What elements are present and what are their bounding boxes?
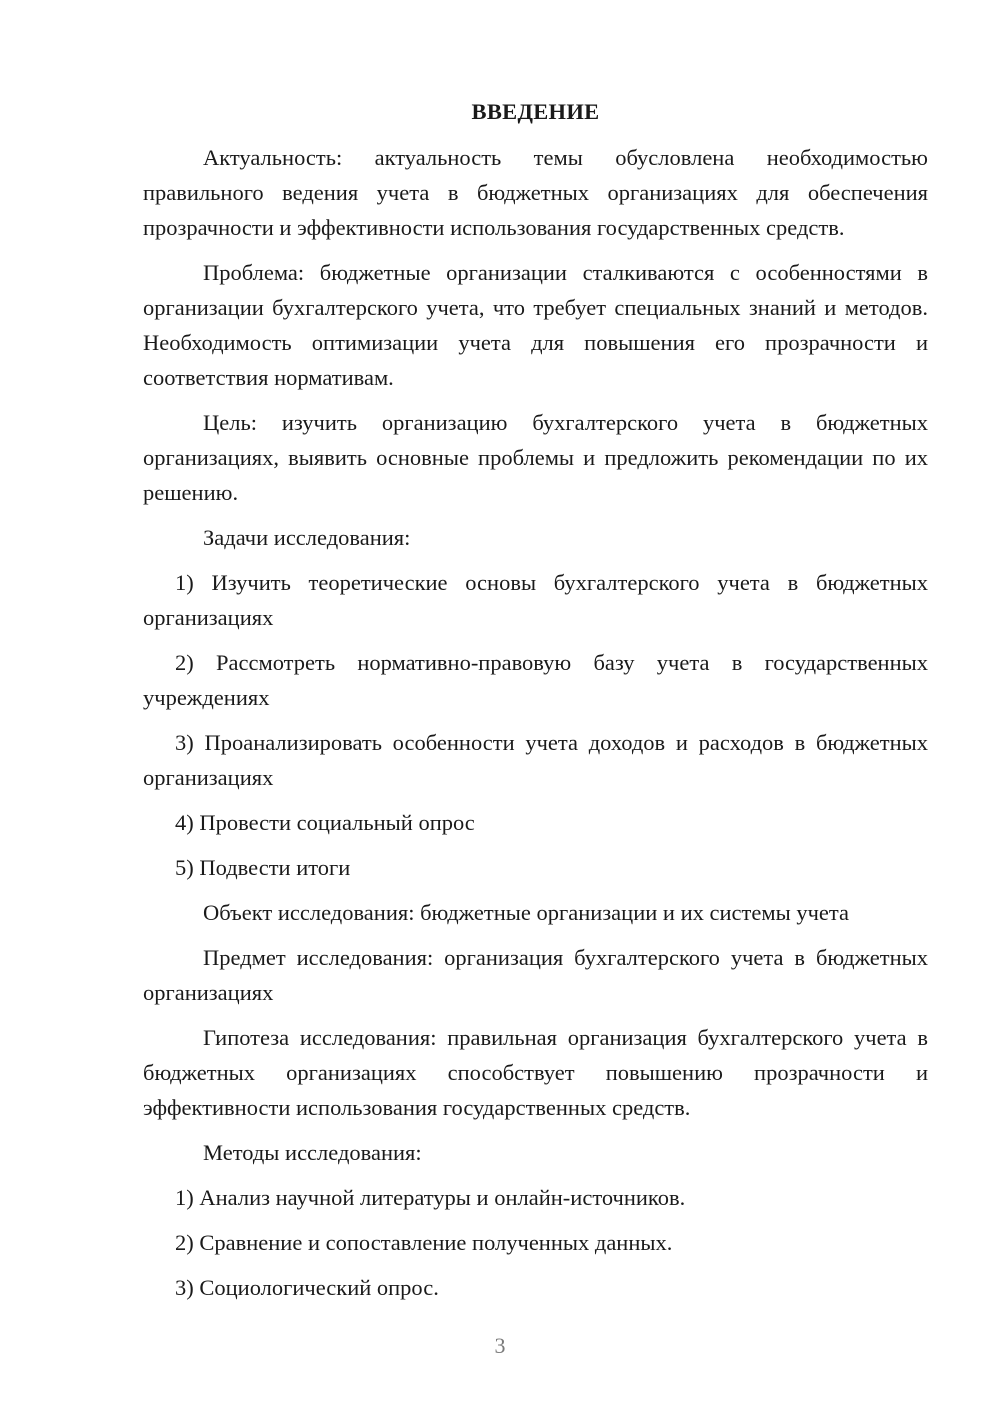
paragraph-relevance: Актуальность: актуальность темы обусловлена необходимостью правильного ведения учета в бюджетных организациях для обеспечения прозрачности и эффективности использования государственных средств.: [143, 145, 928, 240]
page-number: 3: [494, 1333, 506, 1358]
list-item-task-2: 2) Рассмотреть нормативно-правовую базу учета в государственных учреждениях: [143, 650, 928, 710]
list-item-task-1: 1) Изучить теоретические основы бухгалтерского учета в бюджетных организациях: [143, 570, 928, 630]
paragraph-tasks-heading: Задачи исследования:: [203, 525, 411, 550]
list-item-method-2: 2) Сравнение и сопоставление полученных данных.: [175, 1230, 673, 1255]
list-item-method-1: 1) Анализ научной литературы и онлайн-источников.: [175, 1185, 686, 1210]
list-item-task-5: 5) Подвести итоги: [175, 855, 351, 880]
paragraph-object: Объект исследования: бюджетные организации и их системы учета: [203, 900, 849, 925]
paragraph-subject: Предмет исследования: организация бухгалтерского учета в бюджетных организациях: [143, 945, 928, 1005]
paragraph-problem: Проблема: бюджетные организации сталкиваются с особенностями в организации бухгалтерского учета, что требует специальных знаний и методов. Необходимость оптимизации учета для повышения его прозрачности и соответствия нормативам.: [143, 260, 928, 390]
paragraph-hypothesis: Гипотеза исследования: правильная организация бухгалтерского учета в бюджетных организациях способствует повышению прозрачности и эффективности использования государственных средств.: [143, 1025, 928, 1120]
paragraph-goal: Цель: изучить организацию бухгалтерского учета в бюджетных организациях, выявить основные проблемы и предложить рекомендации по их решению.: [143, 410, 928, 505]
page-title: ВВЕДЕНИЕ: [471, 99, 600, 124]
list-item-method-3: 3) Социологический опрос.: [175, 1275, 439, 1300]
paragraph-methods-heading: Методы исследования:: [203, 1140, 422, 1165]
list-item-task-4: 4) Провести социальный опрос: [175, 810, 475, 835]
list-item-task-3: 3) Проанализировать особенности учета доходов и расходов в бюджетных организациях: [143, 730, 928, 790]
